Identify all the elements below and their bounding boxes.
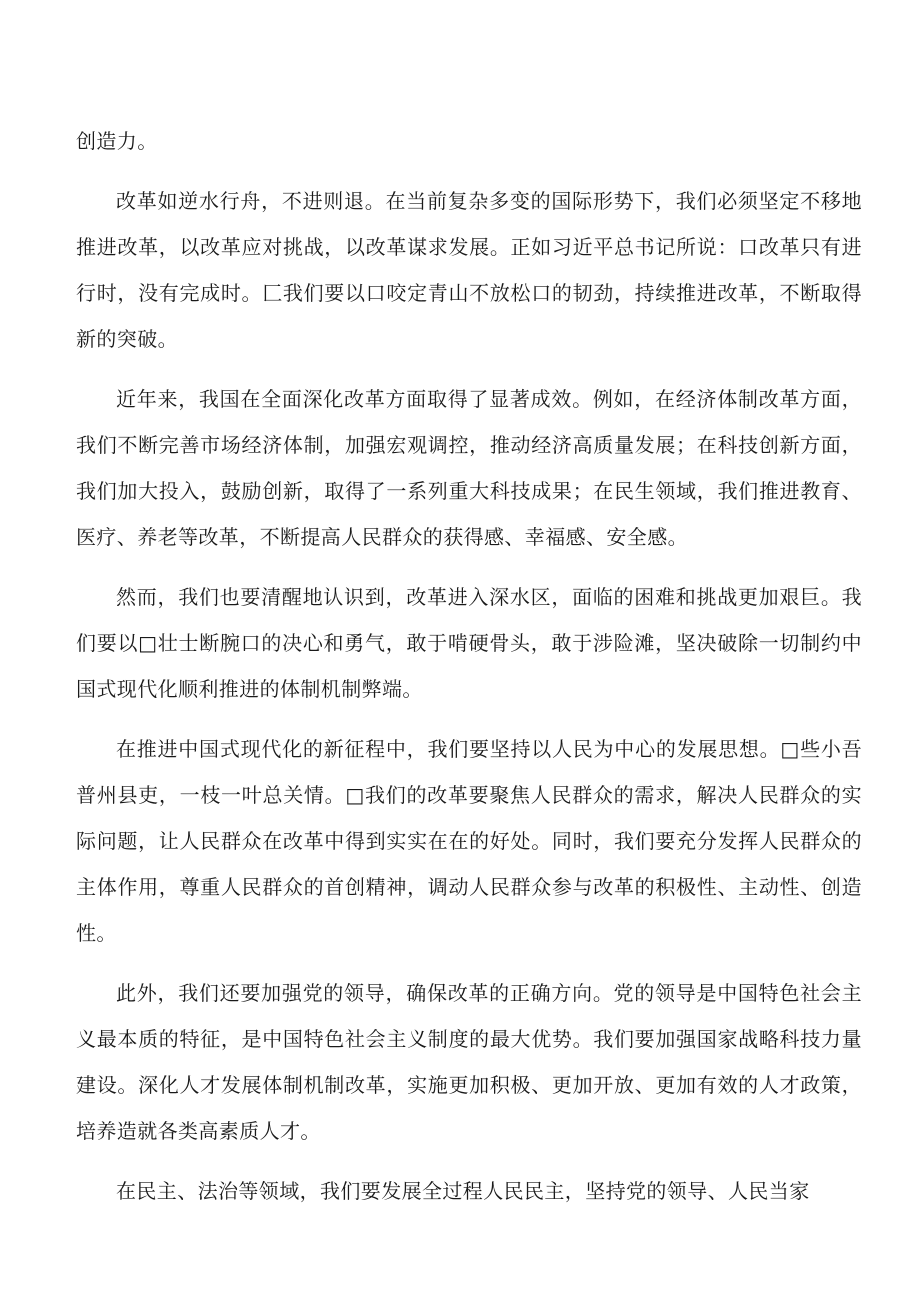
- paragraph-reform-achievements: 近年来，我国在全面深化改革方面取得了显著成效。例如，在经济体制改革方面，我们不断完善市场经济体制，加强宏观调控，推动经济高质量发展；在科技创新方面，我们加大投入，鼓励创新，取得了一系列重大科技成果；在民生领域，我们推进教育、医疗、养老等改革，不断提高人民群众的获得感、幸福感、安全感。: [76, 387, 862, 549]
- paragraph-people-centered: 在推进中国式现代化的新征程中，我们要坚持以人民为中心的发展思想。□些小吾普州县吏，一枝一叶总关情。□我们的改革要聚焦人民群众的需求，解决人民群众的实际问题，让人民群众在改革中得到实实在在的好处。同时，我们要充分发挥人民群众的主体作用，尊重人民群众的首创精神，调动人民群众参与改革的积极性、主动性、创造性。: [76, 737, 862, 945]
- paragraph-party-leadership: 此外，我们还要加强党的领导，确保改革的正确方向。党的领导是中国特色社会主义最本质的特征，是中国特色社会主义制度的最大优势。我们要加强国家战略科技力量建设。深化人才发展体制机制改革，实施更加积极、更加开放、更加有效的人才政策，培养造就各类高素质人才。: [76, 981, 862, 1143]
- paragraph-reform-momentum: 改革如逆水行舟，不进则退。在当前复杂多变的国际形势下，我们必须坚定不移地推进改革，以改革应对挑战，以改革谋求发展。正如习近平总书记所说：口改革只有进行时，没有完成时。匚我们要以口咬定青山不放松口的韧劲，持续推进改革，不断取得新的突破。: [76, 189, 862, 351]
- paragraph-democracy-rule-of-law: 在民主、法治等领域，我们要发展全过程人民民主，坚持党的领导、人民当家: [116, 1179, 810, 1203]
- document-body: [76, 118, 862, 1228]
- paragraph-deep-water-challenges: 然而，我们也要清醒地认识到，改革进入深水区，面临的困难和挑战更加艰巨。我们要以□壮士断腕口的决心和勇气，敢于啃硬骨头，敢于涉险滩，坚决破除一切制约中国式现代化顺利推进的体制机制弊端。: [76, 585, 862, 701]
- paragraph-continuation: 创造力。: [76, 129, 158, 153]
